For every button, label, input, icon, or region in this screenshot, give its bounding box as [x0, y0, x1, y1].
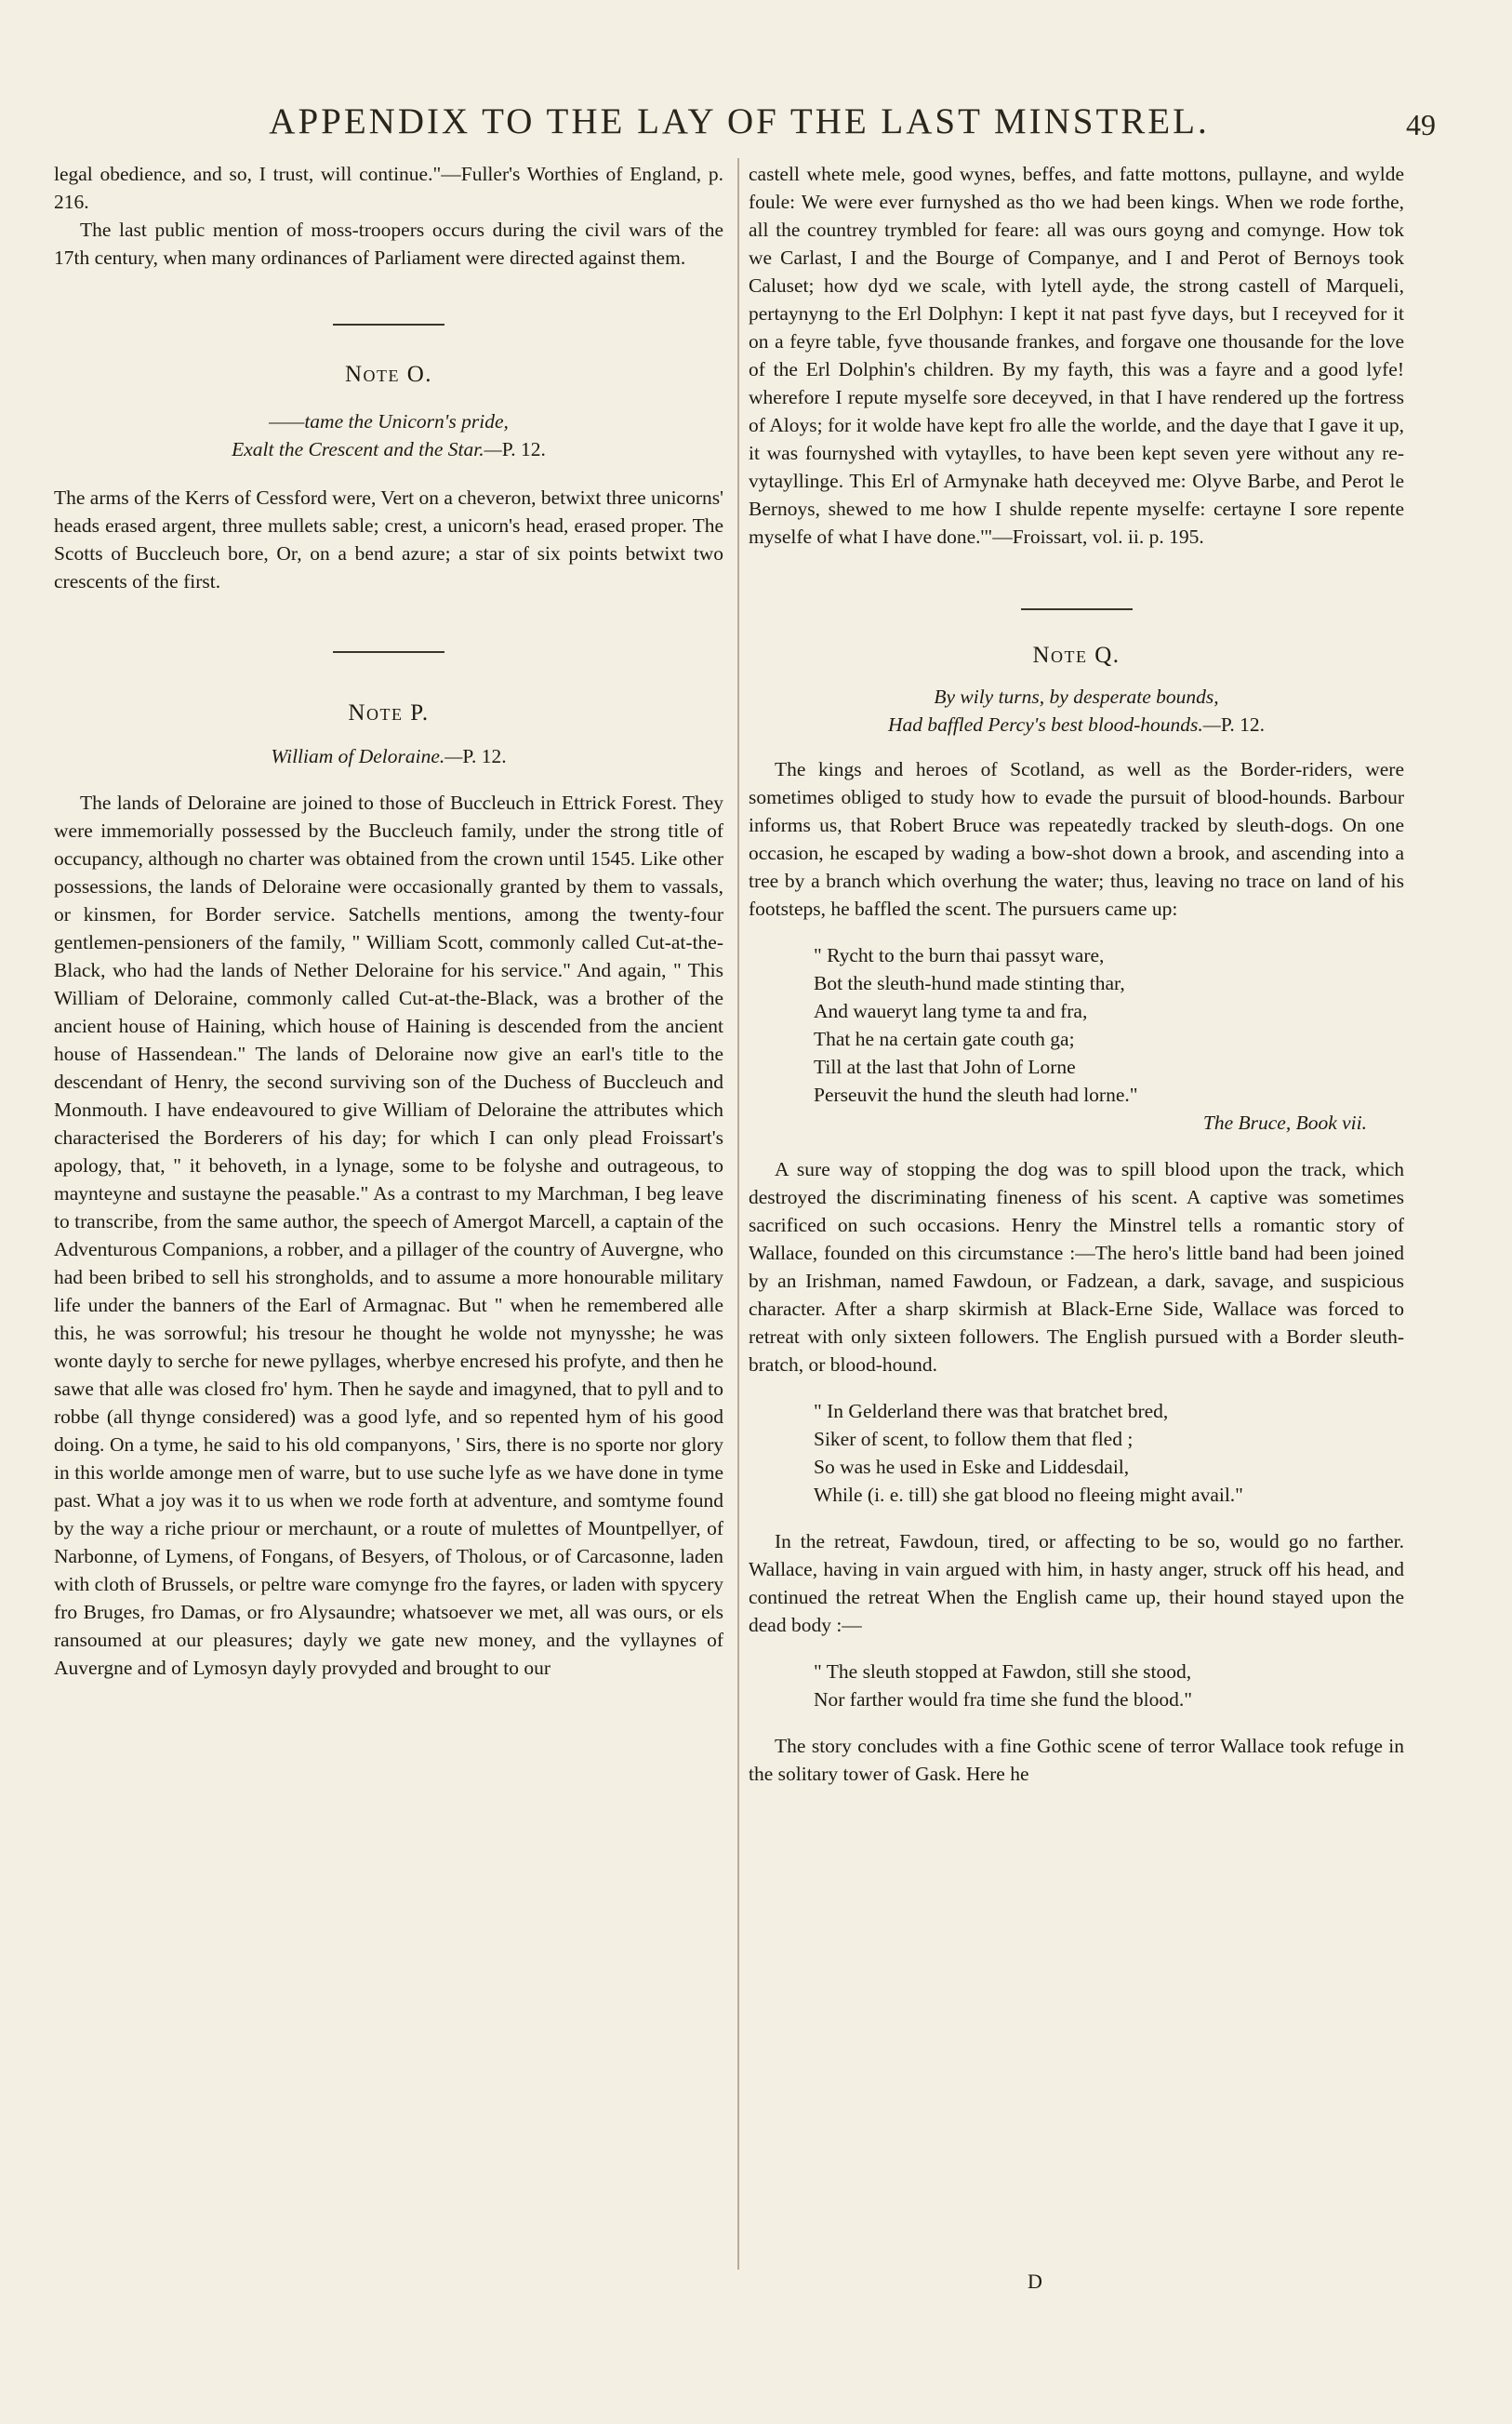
column-divider	[737, 158, 739, 2270]
note-p-body: The lands of Deloraine are joined to those of Buccleuch in Ettrick Forest. They were immemorially possessed by the Buccleuch family, under the strong title of occupancy, although no charter was obtained from the crown until 1545. Like other possessions, the lands of Deloraine were occasionally granted by them to vassals, or kinsmen, for Border service. Satchells mentions, among the twenty-four gentlemen-pensioners of the family, " William Scott, commonly called Cut-at-the-Black, who had the lands of Nether Deloraine for his service." And again, " This William of Deloraine, commonly called Cut-at-the-Black, was a brother of the ancient house of Haining, which house of Haining is descended from the ancient house of Hassendean." The lands of Deloraine now give an earl's title to the descendant of Henry, the second surviving son of the Duchess of Buccleuch and Monmouth. I have endeavoured to give William of Deloraine the attributes which characterised the Borderers of his day; for which I can only plead Froissart's apology, that, " it behoveth, in a lynage, some to be folyshe and outrageous, to maynteyne and sustayne the peasable." As a contrast to my Marchman, I beg leave to transcribe, from the same author, the speech of Amergot Marcell, a captain of the Adventurous Companions, a robber, and a pillager of the country of Auvergne, who had been bribed to sell his strongholds, and to assume a more honourable military life under the banners of the Earl of Armagnac. But " when he remembered alle this, he was sorrowful; his tresour he thought he wolde not mynysshe; he was wonte dayly to serche for newe pyllages, wherbye encresed his profyte, and then he sawe that alle was closed fro' hym. Then he sayde and imagyned, that to pyll and to robbe (all thynge considered) was a good lyfe, and so repented hym of his good doing. On a tyme, he said to his old companyons, ' Sirs, there is no sporte nor glory in this worlde amonge men of warre, but to use suche lyfe as we have done in tyme past. What a joy was it to us when we rode forth at adventure, and somtyme found by the way a riche priour or merchaunt, or a route of mulettes of Mountpellyer, of Narbonne, of Lymens, of Fongans, of Besyers, of Tholous, or of Carcasonne, laden with cloth of Brussels, or peltre ware comynge fro the fayres, or laden with spycery fro Bruges, fro Damas, or fro Alysaundre; whatsoever we met, all was ours, or els ransoumed at our pleasures; dayly we gate new money, and the vyllaynes of Auvergne and of Lymosyn dayly provyded and brought to our	[54, 792, 723, 1679]
note-q-caption-line1: By wily turns, by desperate bounds,	[934, 686, 1219, 708]
note-o-body: The arms of the Kerrs of Cessford were, Vert on a cheveron, betwixt three unicorns' heads erased argent, three mullets sable; crest, a unicorn's head, erased proper. The Scotts of Buccleuch bore, Or, on a bend azure; a star of six points betwixt two crescents of the first.	[54, 486, 723, 593]
note-o-title: Note O.	[344, 362, 433, 387]
verse-line: " Rycht to the burn thai passyt ware,	[814, 944, 1105, 966]
note-q-caption-line2	[749, 711, 1404, 739]
verse-line: That he na certain gate couth ga;	[814, 1028, 1075, 1050]
note-p-caption-text: William of Deloraine.—	[271, 745, 463, 767]
left-column	[54, 160, 723, 1682]
signature-mark: D	[1028, 2270, 1042, 2293]
note-o-caption-line2	[54, 435, 723, 463]
verse-line: Perseuvit the hund the sleuth had lorne."	[814, 1084, 1138, 1106]
note-o-caption-page: P. 12.	[501, 438, 546, 460]
note-q-caption-page: P. 12.	[1220, 713, 1266, 736]
verse-line: " The sleuth stopped at Fawdon, still she stood,	[814, 1660, 1192, 1683]
right-continuation-paragraph: castell whete mele, good wynes, beffes, and fatte mottons, pullayne, and wylde foule: We were ever furnyshed as tho we had been kings. When we rode forthe, all the countrey trymbled for feare: all was ours goyng and comynge. How tok we Carlast, I and the Bourge of Companye, and I and Perot of Bernoys took Caluset; how dyd we scale, with lytell ayde, the strong castell of Marqueli, pertaynyng to the Erl Dolphyn: I kept it nat past fyve days, but I receyved for it on a feyre table, fyve thousande frankes, and forgave one thousande for the love of the Erl Dolphin's children. By my fayth, this was a fayre and a good lyfe! wherefore I repute myselfe sore deceyved, in that I have rendered up the fortress of Aloys; for it wolde have kept fro alle the worlde, and the daye that I gave it up, it was fournyshed with vytaylles, to have been kept seven yere without any re-vytayllinge. This Erl of Armynake hath deceyved me: Olyve Barbe, and Perot le Bernoys, shewed to me how I shulde repente myselfe: certayne I sore repente myselfe of what I have done.'"—Froissart, vol. ii. p. 195.	[749, 163, 1404, 548]
note-q-caption-text: Had baffled Percy's best blood-hounds.—	[887, 713, 1221, 736]
verse-line: So was he used in Eske and Liddesdail,	[814, 1456, 1130, 1478]
verse-line: " In Gelderland there was that bratchet bred,	[814, 1400, 1169, 1422]
verse-line: Nor farther would fra time she fund the blood."	[814, 1688, 1193, 1711]
note-q-caption	[749, 683, 1404, 739]
note-q-body-1: The kings and heroes of Scotland, as well as the Border-riders, were sometimes obliged to study how to evade the pursuit of blood-hounds. Barbour informs us, that Robert Bruce was repeatedly tracked by sleuth-dogs. On one occasion, he escaped by wading a bow-shot down a brook, and ascending into a tree by a branch which overhung the water; thus, leaving no trace on land of his footsteps, he baffled the scent. The pursuers came up:	[749, 758, 1404, 920]
note-o-caption-line1: ——tame the Unicorn's pride,	[269, 410, 509, 433]
verse-line: Siker of scent, to follow them that fled ;	[814, 1428, 1134, 1450]
note-p-caption	[54, 742, 723, 770]
note-q-body-2: A sure way of stopping the dog was to spill blood upon the track, which destroyed the discriminating fineness of his scent. A captive was sometimes sacrificed on such occasions. Henry the Minstrel tells a romantic story of Wallace, founded on this circumstance :—The hero's little band had been joined by an Irishman, named Fawdoun, or Fadzean, a dark, savage, and suspicious character. After a sharp skirmish at Black-Erne Side, Wallace was forced to retreat with only sixteen followers. The English pursued with a Border sleuth-bratch, or blood-hound.	[749, 1158, 1404, 1376]
left-continuation-paragraph: legal obedience, and so, I trust, will continue."—Fuller's Worthies of England, p. 216.	[54, 163, 723, 213]
note-o-caption-text: Exalt the Crescent and the Star.—	[232, 438, 502, 460]
verse-bruce	[814, 941, 1404, 1137]
note-o-caption	[54, 407, 723, 463]
verse-citation: The Bruce, Book vii.	[1202, 1112, 1367, 1134]
note-q-title: Note Q.	[1032, 643, 1121, 668]
note-p-title: Note P.	[348, 700, 430, 726]
note-p-caption-page: P. 12.	[462, 745, 507, 767]
left-paragraph-moss-troopers: The last public mention of moss-troopers occurs during the civil wars of the 17th century, when many ordinances of Parliament were directed against them.	[54, 219, 723, 269]
running-header: APPENDIX TO THE LAY OF THE LAST MINSTREL.	[269, 101, 1210, 141]
verse-wallace	[814, 1397, 1404, 1509]
verse-line: And waueryt lang tyme ta and fra,	[814, 1000, 1088, 1022]
verse-line: Till at the last that John of Lorne	[814, 1056, 1076, 1078]
verse-fawdon	[814, 1658, 1404, 1713]
note-q-body-4: The story concludes with a fine Gothic scene of terror Wallace took refuge in the solitary tower of Gask. Here he	[749, 1735, 1404, 1785]
page-number: 49	[1406, 108, 1436, 141]
note-q-body-3: In the retreat, Fawdoun, tired, or affecting to be so, would go no farther. Wallace, having in vain argued with him, in hasty anger, struck off his head, and continued the retreat When the English came up, their hound stayed upon the dead body :—	[749, 1530, 1404, 1636]
verse-line: Bot the sleuth-hund made stinting thar,	[814, 972, 1125, 994]
right-column	[749, 160, 1404, 1788]
verse-line: While (i. e. till) she gat blood no fleeing might avail."	[814, 1484, 1243, 1506]
